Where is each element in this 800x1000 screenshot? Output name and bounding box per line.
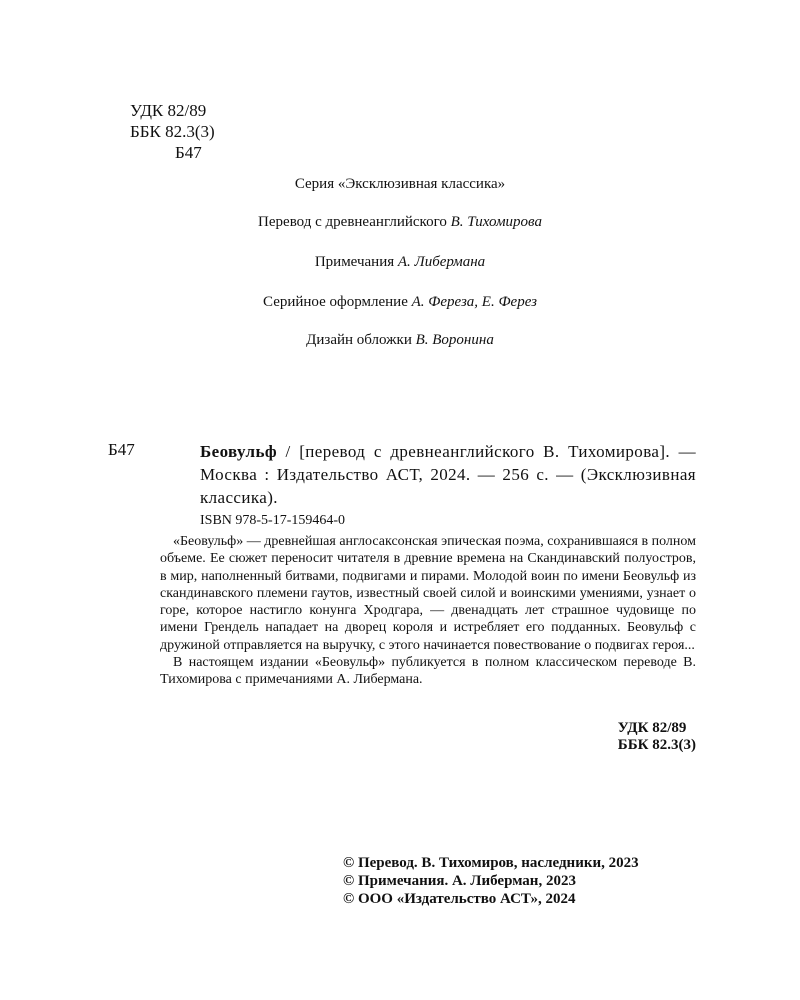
annotation-paragraph: В настоящем издании «Беовульф» публикуется в полном классическом переводе В. Тихомирова с примечаниями А. Либермана.: [160, 655, 696, 688]
series-design-label: Серийное оформление: [263, 294, 408, 310]
udk-code-bottom: УДК 82/89: [617, 720, 687, 736]
book-title: Беовульф: [200, 442, 278, 461]
bbk-code: ББК 82.3(3): [130, 122, 215, 141]
author-code: Б47: [175, 143, 202, 162]
translation-credit: [0, 214, 800, 231]
annotation-paragraph: «Беовульф» — древнейшая англосаксонская эпическая поэма, сохранившаяся в полном объеме. Ее сюжет переносит читателя в древние времена на Скандинавский полуостров, в мир, наполненный битвами, подвигами и пирами. Молодой воин по имени Беовульф из скандинавского племени гаутов, известный своей силой и воинскими умениями, узнает о горе, которое настигло конунга Хродгара, — двенадцать лет страшное чудовище по имени Грендель нападает на дворец короля и истребляет его подданных. Беовульф с дружиной отправляется на выручку, с этого начинается повествование о подвигах героя...: [160, 534, 696, 653]
translator-name: В. Тихомирова: [450, 214, 542, 230]
copyright-block: [343, 854, 639, 908]
series-designer-names: А. Фереза, Е. Ферез: [411, 294, 537, 310]
notes-credit: [0, 254, 800, 271]
annotation: [160, 533, 696, 689]
bbk-code-bottom: ББК 82.3(3): [617, 737, 696, 753]
classification-block-bottom: [618, 720, 696, 754]
cover-design-credit: [0, 332, 800, 349]
copyright-translation: © Перевод. В. Тихомиров, наследники, 2023: [343, 855, 639, 871]
cover-designer-name: В. Воронина: [415, 332, 494, 348]
translation-label: Перевод с древнеанглийского: [258, 214, 447, 230]
copyright-publisher: © ООО «Издательство АСТ», 2024: [343, 891, 576, 907]
bibliographic-record: [200, 440, 696, 509]
cover-design-label: Дизайн обложки: [306, 332, 412, 348]
series-design-credit: [0, 294, 800, 311]
isbn: ISBN 978-5-17-159464-0: [200, 513, 346, 528]
notes-label: Примечания: [314, 254, 395, 270]
copyright-notes: © Примечания. А. Либерман, 2023: [343, 873, 576, 889]
bibliographic-code: Б47: [108, 440, 135, 459]
notes-author-name: А. Либермана: [397, 254, 486, 270]
classification-block: [130, 100, 215, 163]
udk-code: УДК 82/89: [130, 101, 207, 120]
series-text: Серия «Эксклюзивная классика»: [294, 176, 506, 192]
series-line: [0, 176, 800, 193]
bibliographic-details: / [перевод с древнеанглийского В. Тихомирова]. — Москва : Издательство АСТ, 2024. — 256 с. — (Эксклюзивная классика).: [200, 442, 696, 507]
